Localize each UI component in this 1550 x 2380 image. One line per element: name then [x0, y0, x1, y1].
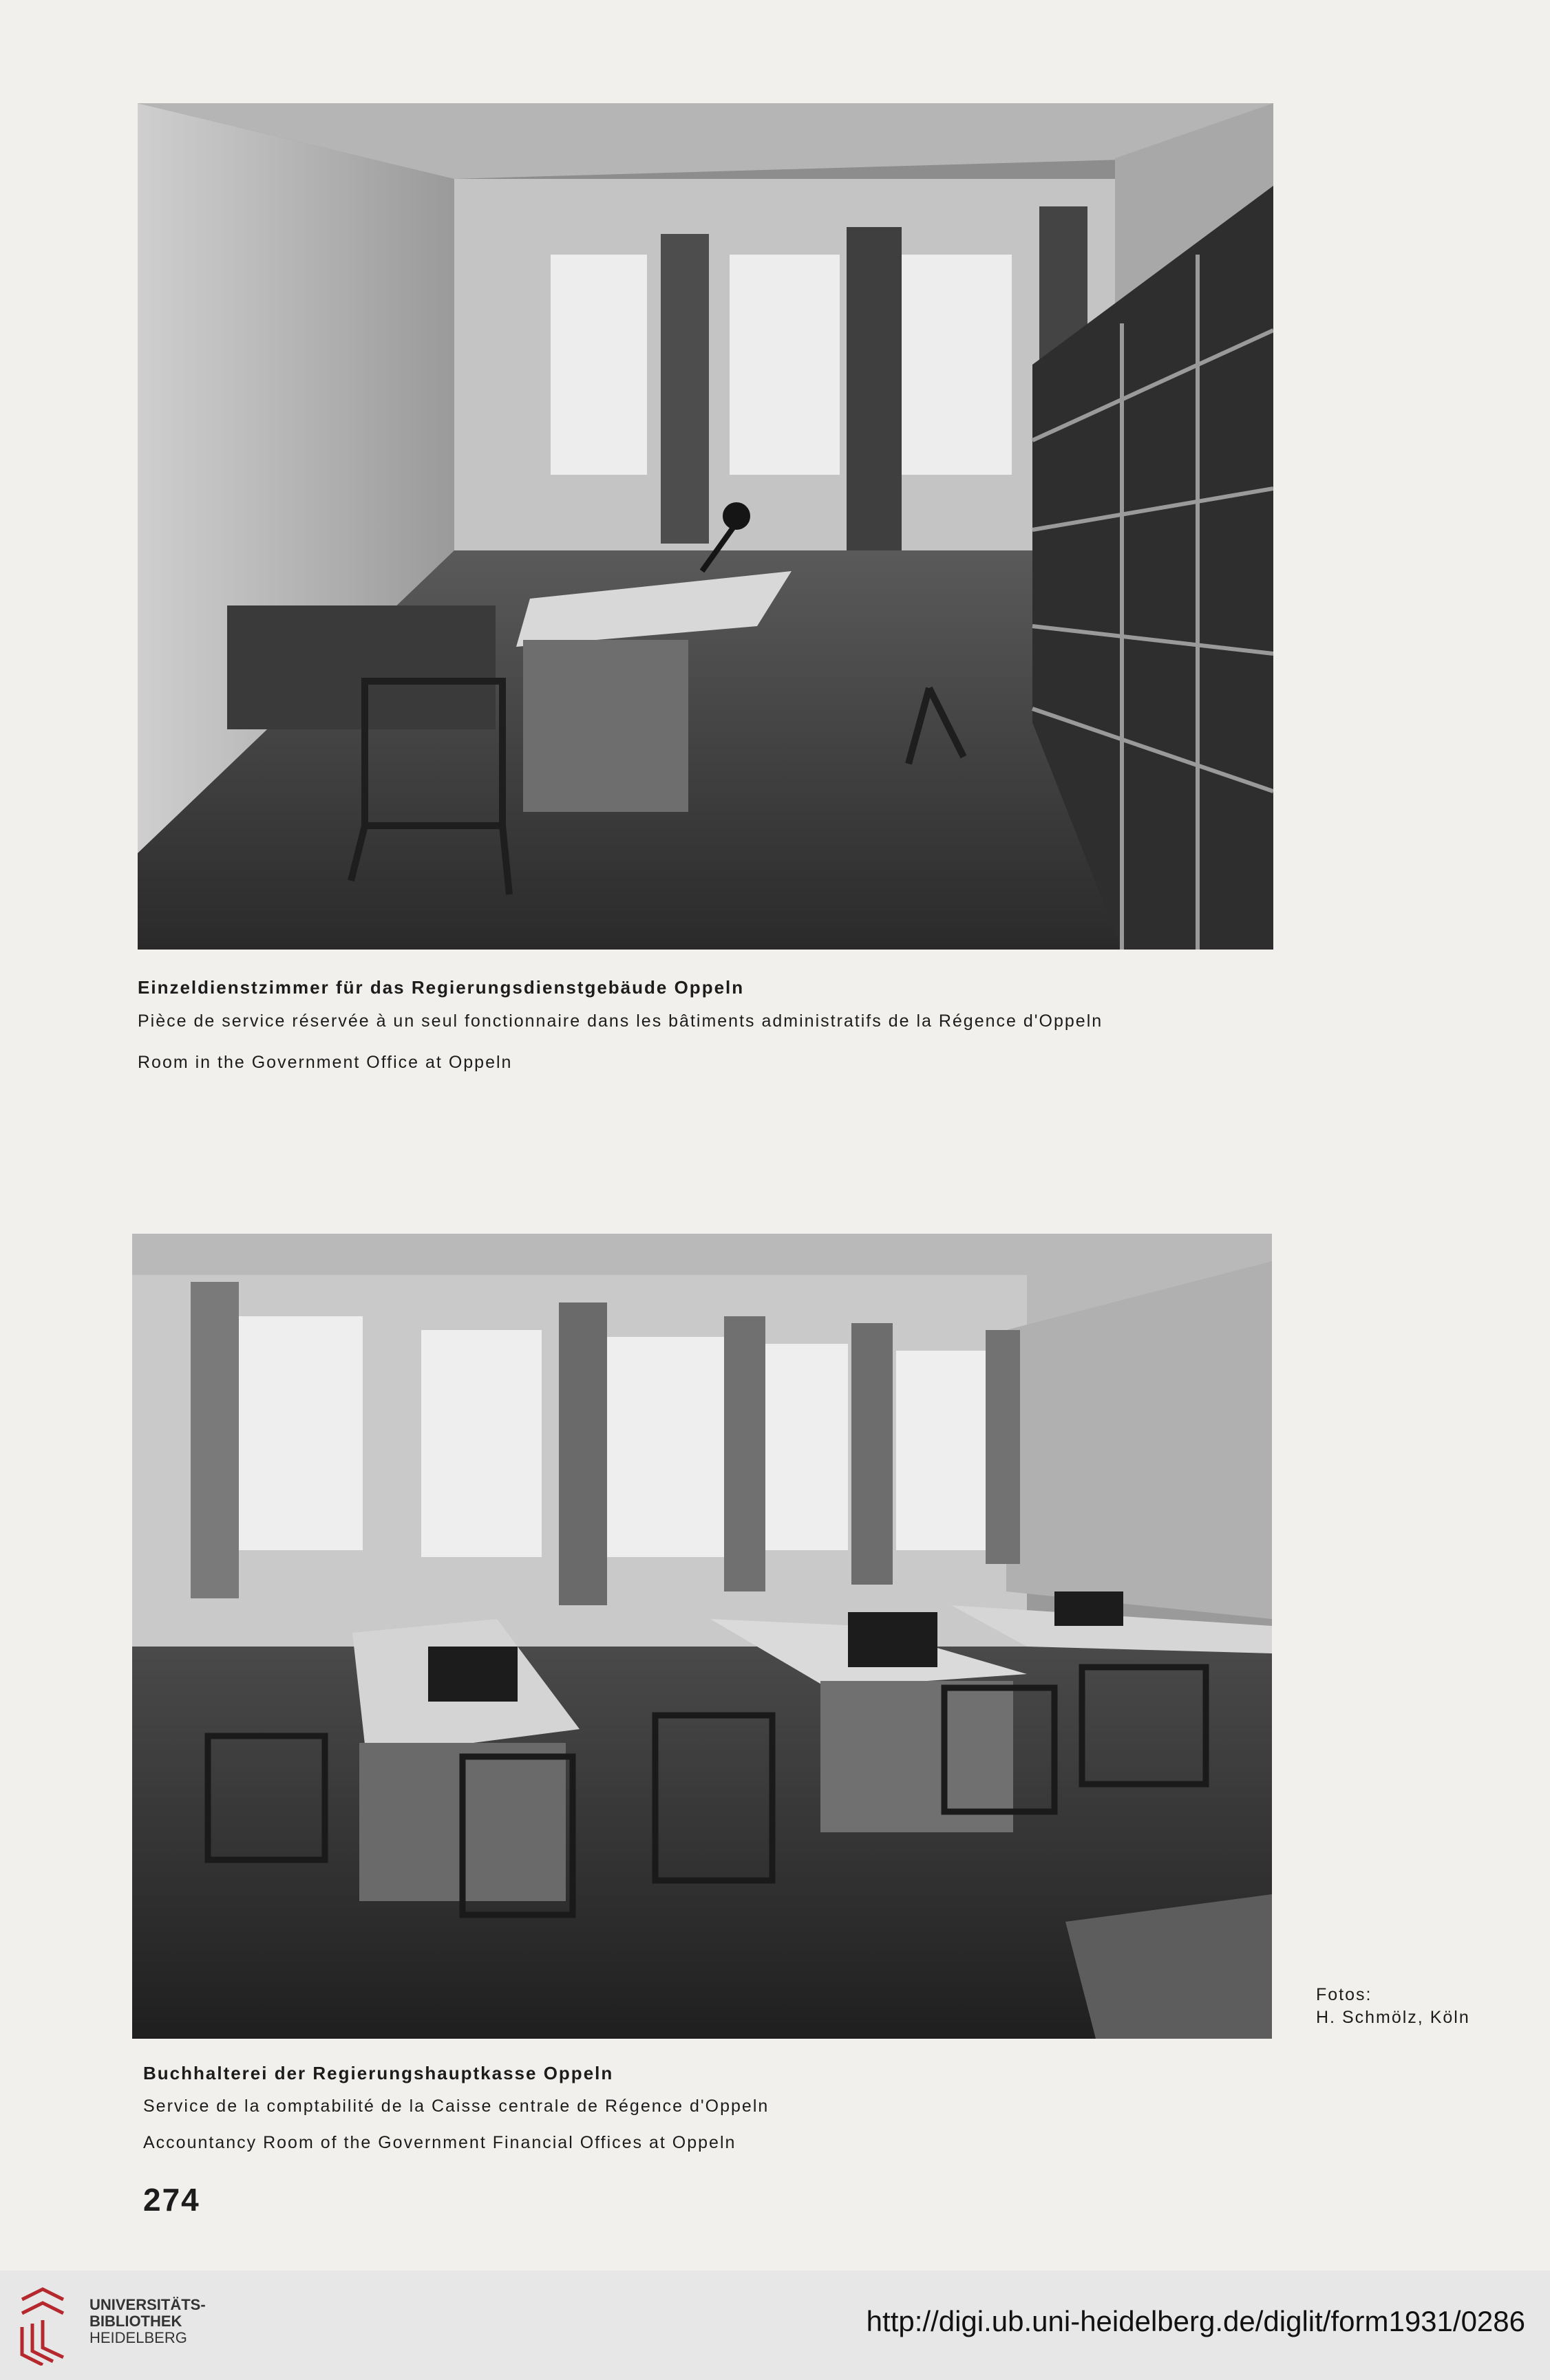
- photo-credit: [1316, 1984, 1470, 2029]
- library-name: [89, 2297, 206, 2346]
- page-number: 274: [143, 2182, 200, 2218]
- accountancy-room-photo: [132, 1234, 1272, 2039]
- caption-french: Service de la comptabilité de la Caisse centrale de Régence d'Oppeln: [143, 2097, 769, 2116]
- office-room-photo: [138, 103, 1273, 950]
- library-logo-icon: [15, 2286, 72, 2366]
- library-name-line1: UNIVERSITÄTS-: [89, 2296, 206, 2313]
- source-url-link[interactable]: http://digi.ub.uni-heidelberg.de/diglit/form1931/0286: [866, 2305, 1525, 2337]
- library-name-line3: HEIDELBERG: [89, 2329, 187, 2346]
- credit-name: H. Schmölz, Köln: [1316, 2008, 1470, 2027]
- library-footer: [0, 2271, 1550, 2380]
- caption-french: Pièce de service réservée à un seul fonctionnaire dans les bâtiments administratifs de la Régence d'Oppeln: [138, 1011, 1103, 1031]
- library-name-line2: BIBLIOTHEK: [89, 2313, 182, 2330]
- caption-german-title: Einzeldienstzimmer für das Regierungsdienstgebäude Oppeln: [138, 977, 745, 998]
- credit-label: Fotos:: [1316, 1985, 1372, 2004]
- caption-english: Accountancy Room of the Government Financial Offices at Oppeln: [143, 2133, 736, 2152]
- caption-english: Room in the Government Office at Oppeln: [138, 1053, 513, 1072]
- caption-german-title: Buchhalterei der Regierungshauptkasse Oppeln: [143, 2063, 614, 2083]
